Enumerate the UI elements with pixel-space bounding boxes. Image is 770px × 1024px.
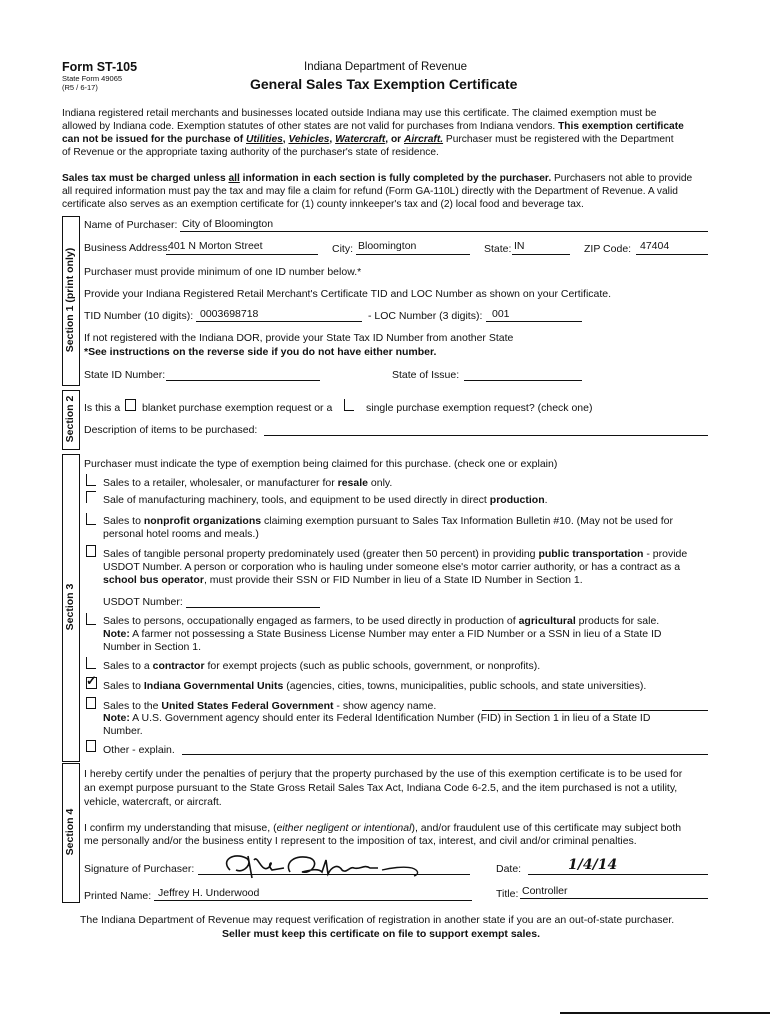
option-contractor: Sales to a contractor for exempt projects (such as public schools, government, or nonprofits). (103, 660, 541, 672)
intro-line-2: allowed by Indiana code. Exemption statutes of other states are not valid for purchases from Indiana vendors. This exemption certificate (62, 121, 684, 132)
description-label: Description of items to be purchased: (84, 424, 258, 436)
zip-code-label: ZIP Code: (584, 243, 632, 255)
date-line (528, 874, 708, 875)
certify-line-3: vehicle, watercraft, or aircraft. (84, 796, 222, 808)
confirm-line-2: me personally and/or the business entity I represent to the imposition of tax, interest, and civil and/or criminal penalties. (84, 835, 637, 847)
state-id-field[interactable] (166, 380, 320, 381)
state-form-number: State Form 49065 (62, 74, 123, 83)
tid-number-line (196, 321, 362, 322)
blanket-question-c: single purchase exemption request? (check one) (366, 402, 593, 414)
notice-line-2: all required information must pay the tax and may file a claim for refund (Form GA-110L) directly with the Department of Revenue. A valid (62, 186, 678, 197)
city-label: City: (332, 243, 353, 255)
option-resale: Sales to a retailer, wholesaler, or manufacturer for resale only. (103, 477, 393, 489)
option-federal-gov-note-cont: Number. (103, 725, 143, 737)
other-checkbox[interactable] (86, 740, 96, 752)
option-agricultural-note: Note: A farmer not possessing a State Business License Number may enter a FID Number or a SSN in lieu of a State ID (103, 628, 662, 640)
name-of-purchaser-label: Name of Purchaser: (84, 219, 178, 231)
business-address-line (166, 254, 318, 255)
federal-gov-checkbox[interactable] (86, 697, 96, 709)
option-nonprofit-cont: personal hotel rooms and meals.) (103, 528, 259, 540)
option-public-transport-cont: USDOT Number. A person or corporation who is hauling under someone else's motor carrier authority, or has a contract as a (103, 561, 681, 573)
single-purchase-checkbox[interactable] (344, 399, 354, 411)
option-agricultural-note-cont: Number in Section 1. (103, 641, 202, 653)
confirm-line-1: I confirm my understanding that misuse, (either negligent or intentional), and/or fraudulent use of this certificate may subject both (84, 822, 682, 834)
production-checkbox[interactable] (86, 491, 96, 503)
other-explain-field[interactable] (182, 754, 708, 755)
option-indiana-gov-units: Sales to Indiana Governmental Units (agencies, cities, towns, municipalities, public schools, and state universities). (103, 680, 647, 692)
title-label: Title: (496, 888, 519, 900)
resale-checkbox[interactable] (86, 474, 96, 486)
date-field[interactable]: 1/4/14 (568, 857, 618, 873)
nonprofit-checkbox[interactable] (86, 513, 96, 525)
city-line (356, 254, 470, 255)
title-field[interactable]: Controller (522, 885, 568, 897)
loc-number-line (486, 321, 582, 322)
contractor-checkbox[interactable] (86, 657, 96, 669)
state-of-issue-field[interactable] (464, 380, 582, 381)
id-requirement-note: Purchaser must provide minimum of one ID number below.* (84, 266, 362, 278)
blanket-question-a: Is this a (84, 402, 121, 414)
department-name: Indiana Department of Revenue (304, 61, 468, 73)
option-public-transport: Sales of tangible personal property predominately used (greater then 50 percent) in providing public transportation - provide (103, 548, 688, 560)
footer-seller-note: Seller must keep this certificate on file to support exempt sales. (222, 928, 541, 940)
notice-line-3: certificate also serves as an exemption certificate for (1) county innkeeper's tax and (2) local food and beverage tax. (62, 199, 584, 210)
tid-number-field[interactable]: 0003698718 (200, 308, 259, 320)
page-title: General Sales Tax Exemption Certificate (250, 76, 518, 92)
usdot-number-field[interactable] (186, 607, 320, 608)
not-registered-note: If not registered with the Indiana DOR, provide your State Tax ID Number from another State (84, 332, 514, 344)
loc-number-field[interactable]: 001 (492, 308, 510, 320)
notice-line-1: Sales tax must be charged unless all information in each section is fully completed by the purchaser. Purchasers not able to provide (62, 173, 693, 184)
loc-number-label: - LOC Number (3 digits): (368, 310, 483, 322)
tid-number-label: TID Number (10 digits): (84, 310, 194, 322)
certify-line-1: I hereby certify under the penalties of perjury that the property purchased by the use of this exemption certificate is to be used for (84, 768, 683, 780)
state-of-issue-label: State of Issue: (392, 369, 460, 381)
form-revision: (R5 / 6-17) (62, 83, 98, 92)
signature-field[interactable] (214, 850, 434, 882)
state-label: State: (484, 243, 512, 255)
business-address-label: Business Address: (84, 242, 171, 254)
printed-name-label: Printed Name: (84, 890, 152, 902)
printed-name-line (154, 900, 472, 901)
business-address-field[interactable]: 401 N Morton Street (168, 240, 263, 252)
footer-verification-note: The Indiana Department of Revenue may request verification of registration in another state if you are an out-of-state purchaser. (80, 914, 675, 926)
blanket-question-b: blanket purchase exemption request or a (142, 402, 333, 414)
zip-code-field[interactable]: 47404 (640, 240, 670, 252)
description-field[interactable] (264, 435, 708, 436)
printed-name-field[interactable]: Jeffrey H. Underwood (158, 887, 260, 899)
option-nonprofit: Sales to nonprofit organizations claiming exemption pursuant to Sales Tax Information Bulletin #10. (May not be used for (103, 515, 673, 527)
intro-line-4: of Revenue or the appropriate taxing authority of the purchaser's state of residence. (62, 147, 439, 158)
state-field[interactable]: IN (514, 240, 525, 252)
option-production: Sale of manufacturing machinery, tools, and equipment to be used directly in direct production. (103, 494, 548, 506)
signature-image (214, 850, 434, 882)
checkmark-icon: ✓ (86, 673, 97, 688)
option-agricultural: Sales to persons, occupationally engaged as farmers, to be used directly in production of agricultural products for sale. (103, 615, 660, 627)
section-4-label: Section 4 (64, 808, 76, 856)
blanket-purchase-checkbox[interactable] (125, 399, 136, 411)
see-instructions-note: *See instructions on the reverse side if you do not have either number. (84, 346, 437, 358)
agricultural-checkbox[interactable] (86, 613, 96, 625)
agency-name-field[interactable] (482, 710, 708, 711)
name-of-purchaser-line (180, 231, 708, 232)
page-bottom-rule (560, 1012, 770, 1014)
option-federal-gov: Sales to the United States Federal Government - show agency name. (103, 700, 437, 712)
title-line (520, 898, 708, 899)
state-line (512, 254, 570, 255)
tid-instructions: Provide your Indiana Registered Retail Merchant's Certificate TID and LOC Number as shown on your Certificate. (84, 288, 612, 300)
certify-line-2: an exempt purpose pursuant to the State Gross Retail Sales Tax Act, Indiana Code 6-2.5, and the item purchased is not a utility, (84, 782, 678, 794)
intro-line-3: can not be issued for the purchase of Utilities, Vehicles, Watercraft, or Aircraft. Purchaser must be registered with the Department (62, 134, 674, 145)
option-other: Other - explain. (103, 744, 175, 756)
option-public-transport-cont2: school bus operator, must provide their SSN or FID Number in lieu of a State ID Number in Section 1. (103, 574, 583, 586)
state-id-label: State ID Number: (84, 369, 166, 381)
option-federal-gov-note: Note: A U.S. Government agency should enter its Federal Identification Number (FID) in Section 1 in lieu of a State ID (103, 712, 651, 724)
section-2-label: Section 2 (64, 395, 76, 443)
name-of-purchaser-field[interactable]: City of Bloomington (182, 218, 274, 230)
public-transport-checkbox[interactable] (86, 545, 96, 557)
section-1-label: Section 1 (print only) (64, 247, 76, 353)
zip-code-line (636, 254, 708, 255)
usdot-number-label: USDOT Number: (103, 596, 183, 608)
exemption-type-intro: Purchaser must indicate the type of exemption being claimed for this purchase. (check one or explain) (84, 458, 558, 470)
date-label: Date: (496, 863, 522, 875)
signature-label: Signature of Purchaser: (84, 863, 195, 875)
city-field[interactable]: Bloomington (358, 240, 417, 252)
form-id: Form ST-105 (62, 60, 138, 74)
section-3-label: Section 3 (64, 583, 76, 631)
intro-line-1: Indiana registered retail merchants and businesses located outside Indiana may use this certificate. The claimed exemption must be (62, 108, 657, 119)
